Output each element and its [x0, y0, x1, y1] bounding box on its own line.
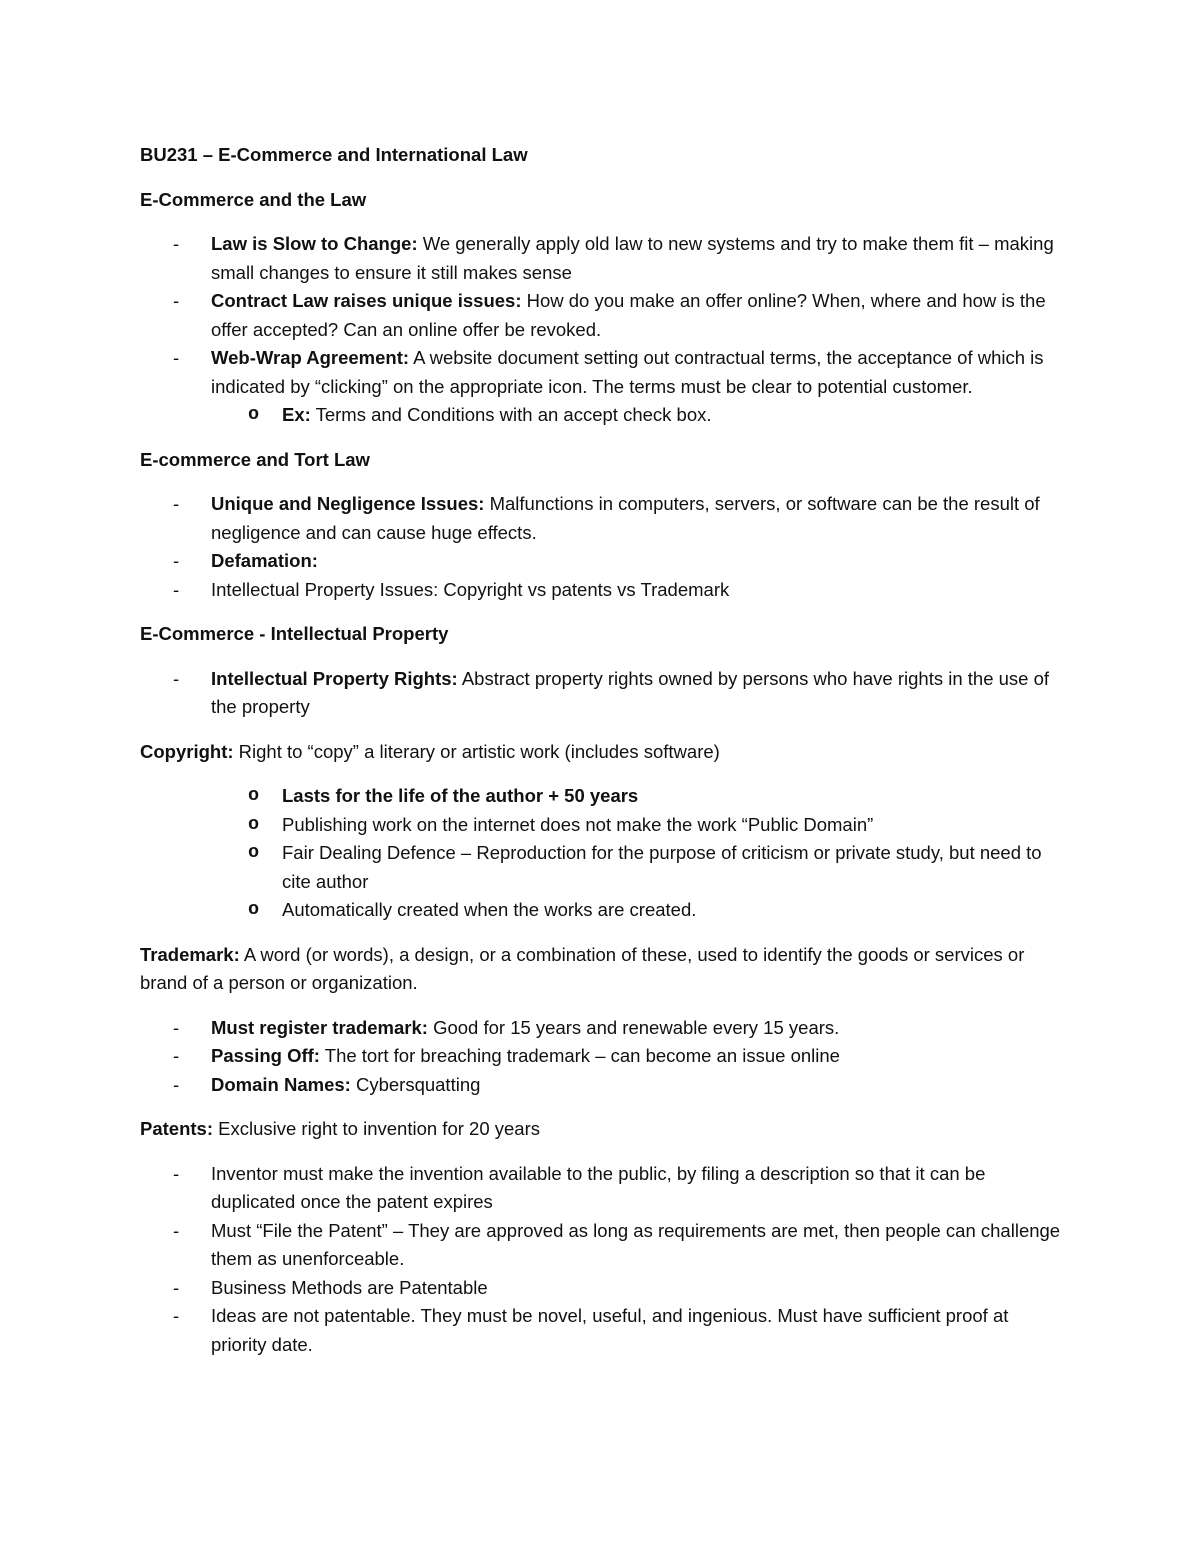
- heading-ecommerce-law: E-Commerce and the Law: [140, 188, 367, 210]
- sub-list-item: [140, 839, 1065, 896]
- list-item: [140, 344, 1065, 401]
- trademark-text: A word (or words), a design, or a combination of these, used to identify the goods or services or brand of a person or organization.: [140, 943, 1025, 993]
- sub-list-item: [140, 401, 1065, 430]
- item-term: Law is Slow to Change:: [211, 233, 418, 254]
- dash-marker: -: [173, 1016, 180, 1038]
- dash-marker: -: [173, 1162, 180, 1184]
- item-term: Must register trademark:: [211, 1016, 428, 1038]
- dash-marker: -: [173, 550, 180, 571]
- item-text: Malfunctions in computers, servers, or software can be the result of negligence and can cause huge effects.: [211, 493, 1040, 543]
- copyright-definition: [140, 738, 1065, 767]
- item-text: Fair Dealing Defence – Reproduction for the purpose of criticism or private study, but need to cite author: [282, 842, 1042, 892]
- trademark-term: Trademark:: [140, 943, 240, 965]
- sub-list-item: [140, 896, 1065, 925]
- list-tort-law: [140, 490, 1065, 604]
- circle-marker: o: [248, 404, 260, 425]
- item-text: Business Methods are Patentable: [211, 1276, 488, 1298]
- dash-marker: -: [173, 1219, 180, 1241]
- dash-marker: -: [173, 1045, 180, 1066]
- list-item: [140, 1160, 1065, 1217]
- item-text: Must “File the Patent” – They are approved as long as requirements are met, then people can challenge them as unenforceable.: [211, 1219, 1061, 1269]
- list-item: [140, 665, 1065, 722]
- item-term: Lasts for the life of the author + 50 years: [282, 785, 639, 806]
- item-text: Intellectual Property Issues: Copyright vs patents vs Trademark: [211, 578, 730, 600]
- list-copyright: [140, 782, 1065, 925]
- sub-list-item: [140, 782, 1065, 811]
- item-term: Intellectual Property Rights:: [211, 667, 458, 689]
- list-item: [140, 230, 1065, 287]
- patents-text: Exclusive right to invention for 20 years: [213, 1118, 540, 1139]
- item-text: Terms and Conditions with an accept check box.: [310, 404, 712, 425]
- item-text: Publishing work on the internet does not make the work “Public Domain”: [282, 813, 874, 835]
- item-text: Abstract property rights owned by persons who have rights in the use of the property: [211, 667, 1050, 717]
- list-item: [140, 547, 1065, 576]
- document-title: BU231 – E-Commerce and International Law: [140, 144, 528, 165]
- circle-marker: o: [248, 899, 260, 920]
- item-text: We generally apply old law to new systems and try to make them fit – making small changes to ensure it still makes sense: [211, 233, 1054, 283]
- copyright-text: Right to “copy” a literary or artistic work (includes software): [233, 740, 720, 762]
- item-term: Domain Names:: [211, 1073, 351, 1095]
- dash-marker: -: [173, 1305, 180, 1326]
- item-text: Automatically created when the works are created.: [282, 899, 697, 920]
- sub-list-item: [140, 811, 1065, 840]
- circle-marker: o: [248, 813, 260, 835]
- list-patents: [140, 1160, 1065, 1360]
- item-term: Ex:: [282, 404, 311, 425]
- copyright-term: Copyright:: [140, 740, 234, 762]
- circle-marker: o: [248, 842, 260, 863]
- list-item: [140, 1014, 1065, 1043]
- item-text: A website document setting out contractual terms, the acceptance of which is indicated by “clicking” on the appropriate icon. The terms must be clear to potential customer.: [211, 347, 1044, 397]
- list-item: [140, 490, 1065, 547]
- item-term: Unique and Negligence Issues:: [211, 493, 485, 514]
- item-text: Ideas are not patentable. They must be novel, useful, and ingenious. Must have sufficient proof at priority date.: [211, 1305, 1009, 1355]
- list-intellectual-property: [140, 665, 1065, 722]
- patents-definition: [140, 1115, 1065, 1144]
- dash-marker: -: [173, 493, 180, 514]
- dash-marker: -: [173, 667, 180, 689]
- item-text: Inventor must make the invention available to the public, by filing a description so that it can be duplicated once the patent expires: [211, 1162, 986, 1212]
- document-body: [140, 141, 1065, 1359]
- item-text: The tort for breaching trademark – can become an issue online: [319, 1045, 840, 1066]
- dash-marker: -: [173, 347, 180, 368]
- list-item: [140, 1071, 1065, 1100]
- heading-tort-law: E-commerce and Tort Law: [140, 448, 370, 470]
- item-text: How do you make an offer online? When, where and how is the offer accepted? Can an online offer be revoked.: [211, 290, 1046, 340]
- item-term: Passing Off:: [211, 1045, 320, 1066]
- dash-marker: -: [173, 578, 180, 600]
- item-term: Defamation:: [211, 550, 318, 571]
- circle-marker: o: [248, 785, 260, 806]
- dash-marker: -: [173, 233, 180, 254]
- item-text: Good for 15 years and renewable every 15 years.: [427, 1016, 840, 1038]
- item-term: Contract Law raises unique issues:: [211, 290, 522, 311]
- list-item: [140, 1217, 1065, 1274]
- list-item: [140, 1274, 1065, 1303]
- patents-term: Patents:: [140, 1118, 213, 1139]
- item-term: Web-Wrap Agreement:: [211, 347, 410, 368]
- trademark-definition: [140, 941, 1065, 998]
- list-item: [140, 287, 1065, 344]
- list-trademark: [140, 1014, 1065, 1100]
- list-ecommerce-law: [140, 230, 1065, 430]
- item-text: Cybersquatting: [350, 1073, 481, 1095]
- list-item: [140, 1302, 1065, 1359]
- dash-marker: -: [173, 290, 180, 311]
- heading-intellectual-property: E-Commerce - Intellectual Property: [140, 623, 449, 644]
- list-item: [140, 1042, 1065, 1071]
- dash-marker: -: [173, 1276, 180, 1298]
- list-item: [140, 576, 1065, 605]
- dash-marker: -: [173, 1073, 180, 1095]
